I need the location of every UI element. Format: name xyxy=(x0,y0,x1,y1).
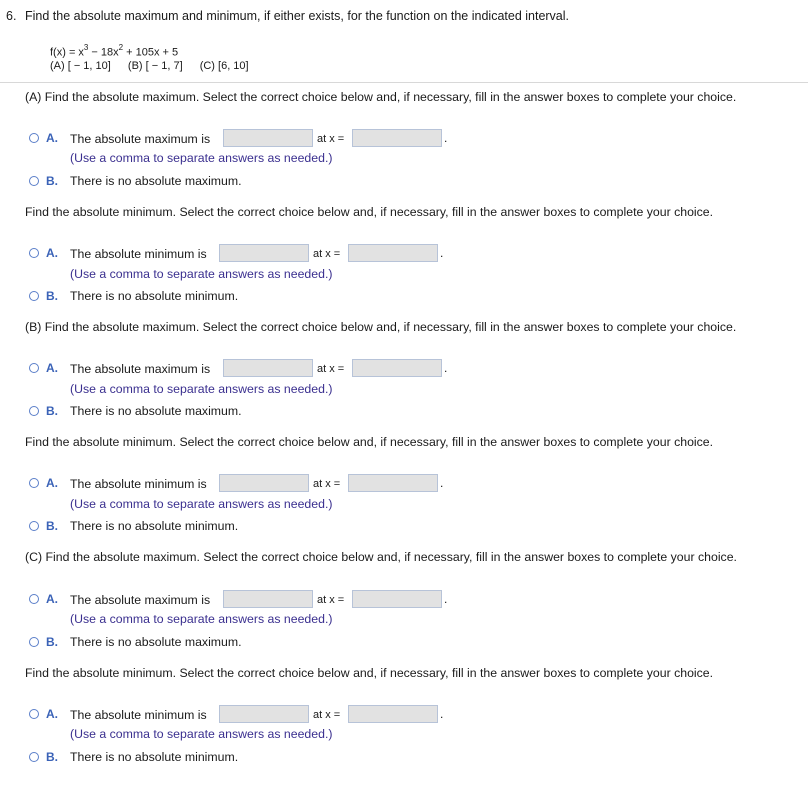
option-b-text: There is no absolute maximum. xyxy=(70,174,242,188)
function-exponent-3: 3 xyxy=(83,43,89,52)
option-a-text: The absolute minimum is xyxy=(70,477,207,491)
radio-option-a[interactable] xyxy=(29,133,39,143)
instruction-text: Find the absolute minimum. Select the correct choice below and, if necessary, fill in the answer boxes to complete your choice. xyxy=(25,435,714,449)
option-a-text: The absolute minimum is xyxy=(70,708,207,722)
radio-option-b[interactable] xyxy=(29,176,39,186)
option-b-letter: B. xyxy=(46,404,58,418)
function-definition xyxy=(50,44,178,59)
period: . xyxy=(444,361,448,375)
question-number: 6. xyxy=(6,9,17,23)
option-b-letter: B. xyxy=(46,635,58,649)
option-a-letter: A. xyxy=(46,246,58,260)
at-x-label: at x = xyxy=(317,594,345,606)
answer-box-value[interactable] xyxy=(219,705,309,723)
radio-option-b[interactable] xyxy=(29,291,39,301)
period: . xyxy=(444,131,448,145)
option-a-letter: A. xyxy=(46,707,58,721)
instruction-text: Find the absolute minimum. Select the correct choice below and, if necessary, fill in the answer boxes to complete your choice. xyxy=(25,205,714,219)
option-a-letter: A. xyxy=(46,131,58,145)
instruction-text: (C) Find the absolute maximum. Select the correct choice below and, if necessary, fill in the answer boxes to complete your choice. xyxy=(25,550,737,564)
instruction-text: (B) Find the absolute maximum. Select the correct choice below and, if necessary, fill in the answer boxes to complete your choice. xyxy=(25,320,737,334)
answer-box-value[interactable] xyxy=(223,359,313,377)
option-a-letter: A. xyxy=(46,361,58,375)
answer-box-value[interactable] xyxy=(223,590,313,608)
function-mid: − 18x xyxy=(88,46,119,59)
option-a-text: The absolute maximum is xyxy=(70,593,211,607)
hint-text: (Use a comma to separate answers as needed.) xyxy=(70,382,333,396)
radio-option-b[interactable] xyxy=(29,752,39,762)
question-text: Find the absolute maximum and minimum, if either exists, for the function on the indicated interval. xyxy=(25,9,570,23)
at-x-label: at x = xyxy=(317,363,345,375)
answer-box-x[interactable] xyxy=(352,590,442,608)
instruction-text: Find the absolute minimum. Select the correct choice below and, if necessary, fill in the answer boxes to complete your choice. xyxy=(25,666,714,680)
hint-text: (Use a comma to separate answers as needed.) xyxy=(70,497,333,511)
option-a-text: The absolute minimum is xyxy=(70,247,207,261)
interval-b: (B) [ − 1, 7] xyxy=(127,60,183,72)
period: . xyxy=(440,246,444,260)
interval-a: (A) [ − 1, 10] xyxy=(50,60,111,72)
option-b-text: There is no absolute minimum. xyxy=(70,519,239,533)
period: . xyxy=(440,476,444,490)
answer-box-x[interactable] xyxy=(352,359,442,377)
answer-box-x[interactable] xyxy=(348,474,438,492)
divider xyxy=(0,82,808,83)
interval-c: (C) [6, 10] xyxy=(199,60,249,72)
radio-option-b[interactable] xyxy=(29,637,39,647)
radio-option-b[interactable] xyxy=(29,406,39,416)
option-a-text: The absolute maximum is xyxy=(70,132,211,146)
option-b-letter: B. xyxy=(46,289,58,303)
at-x-label: at x = xyxy=(313,709,341,721)
option-b-text: There is no absolute minimum. xyxy=(70,289,239,303)
answer-box-value[interactable] xyxy=(223,129,313,147)
hint-text: (Use a comma to separate answers as needed.) xyxy=(70,151,333,165)
option-a-letter: A. xyxy=(46,476,58,490)
hint-text: (Use a comma to separate answers as needed.) xyxy=(70,612,333,626)
radio-option-a[interactable] xyxy=(29,709,39,719)
at-x-label: at x = xyxy=(313,248,341,260)
option-b-text: There is no absolute maximum. xyxy=(70,635,242,649)
answer-box-x[interactable] xyxy=(348,705,438,723)
radio-option-a[interactable] xyxy=(29,594,39,604)
intervals xyxy=(50,60,249,72)
at-x-label: at x = xyxy=(313,478,341,490)
function-rest: + 105x + 5 xyxy=(123,46,179,59)
function-prefix: f(x) = x xyxy=(50,46,84,59)
radio-option-a[interactable] xyxy=(29,248,39,258)
option-a-letter: A. xyxy=(46,592,58,606)
radio-option-b[interactable] xyxy=(29,521,39,531)
option-b-letter: B. xyxy=(46,519,58,533)
hint-text: (Use a comma to separate answers as needed.) xyxy=(70,267,333,281)
answer-box-x[interactable] xyxy=(352,129,442,147)
radio-option-a[interactable] xyxy=(29,478,39,488)
radio-option-a[interactable] xyxy=(29,363,39,373)
instruction-text: (A) Find the absolute maximum. Select the correct choice below and, if necessary, fill in the answer boxes to complete your choice. xyxy=(25,90,737,104)
period: . xyxy=(440,707,444,721)
option-b-text: There is no absolute maximum. xyxy=(70,404,242,418)
answer-box-value[interactable] xyxy=(219,474,309,492)
at-x-label: at x = xyxy=(317,133,345,145)
answer-box-x[interactable] xyxy=(348,244,438,262)
option-a-text: The absolute maximum is xyxy=(70,362,211,376)
function-exponent-2: 2 xyxy=(118,43,124,52)
answer-box-value[interactable] xyxy=(219,244,309,262)
period: . xyxy=(444,592,448,606)
hint-text: (Use a comma to separate answers as needed.) xyxy=(70,727,333,741)
option-b-letter: B. xyxy=(46,750,58,764)
option-b-letter: B. xyxy=(46,174,58,188)
option-b-text: There is no absolute minimum. xyxy=(70,750,239,764)
